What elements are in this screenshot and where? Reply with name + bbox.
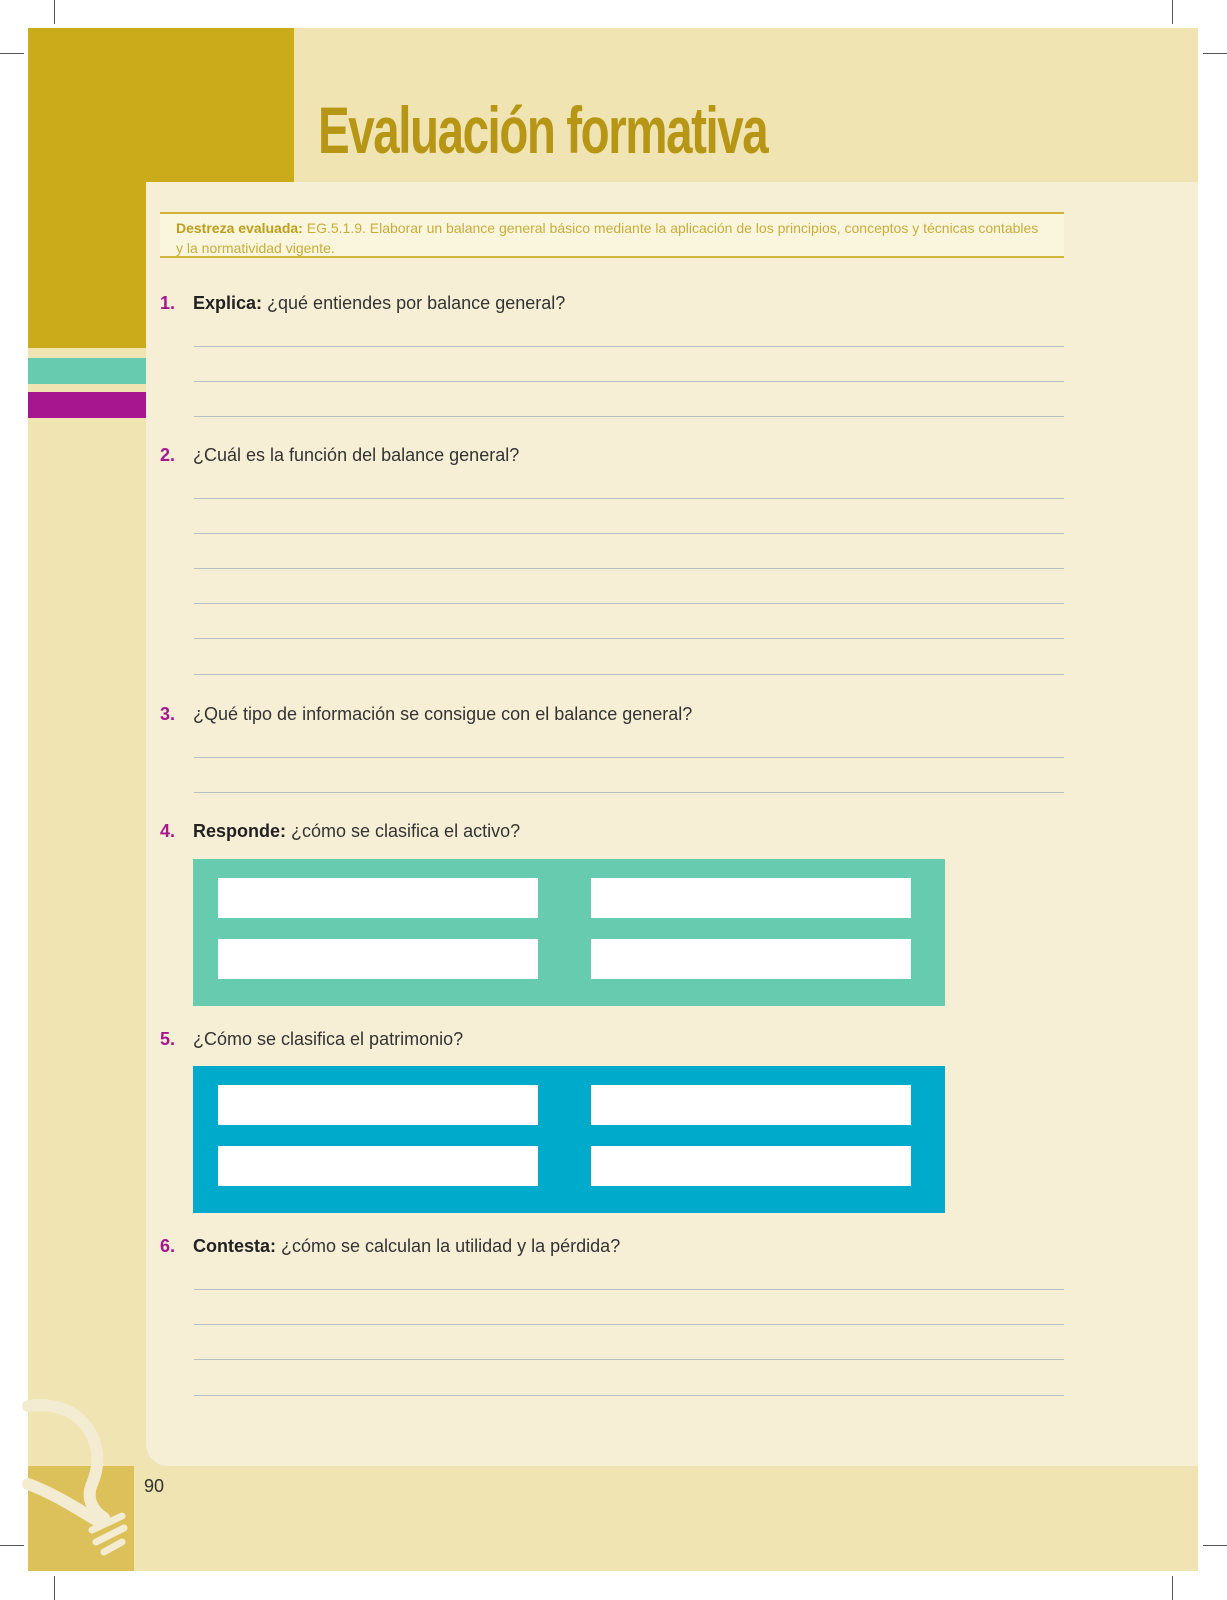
- answer-cell[interactable]: [591, 1146, 911, 1186]
- answer-line[interactable]: [194, 792, 1064, 793]
- question-6: [160, 1236, 620, 1257]
- answer-cell[interactable]: [218, 1146, 538, 1186]
- skill-text: EG.5.1.9. Elaborar un balance general básico mediante la aplicación de los principios, conceptos y técnicas contables y la normatividad vigente.: [176, 220, 1039, 256]
- question-text: ¿cómo se calculan la utilidad y la pérdida?: [276, 1236, 621, 1256]
- answer-line[interactable]: [194, 381, 1064, 382]
- crop-mark: [1203, 1545, 1227, 1546]
- question-text: ¿cómo se clasifica el activo?: [286, 821, 521, 841]
- question-keyword: Explica:: [193, 293, 263, 313]
- skill-box: [160, 212, 1064, 258]
- question-keyword: Responde:: [193, 821, 287, 841]
- crop-mark: [1172, 1576, 1173, 1600]
- skill-label: Destreza evaluada:: [176, 220, 303, 236]
- answer-cell[interactable]: [218, 878, 538, 918]
- crop-mark: [1172, 0, 1173, 24]
- answer-line[interactable]: [194, 603, 1064, 604]
- question-text: ¿Cómo se clasifica el patrimonio?: [193, 1029, 464, 1049]
- footer-strip: [134, 1466, 1198, 1571]
- question-1: [160, 293, 565, 314]
- activo-classification-box: [193, 859, 945, 1006]
- answer-line[interactable]: [194, 1359, 1064, 1360]
- question-4: [160, 821, 520, 842]
- answer-line[interactable]: [194, 1324, 1064, 1325]
- question-5: [160, 1029, 463, 1050]
- crop-mark: [1203, 53, 1227, 54]
- answer-line[interactable]: [194, 1395, 1064, 1396]
- page-number: 90: [144, 1476, 165, 1496]
- answer-line[interactable]: [194, 757, 1064, 758]
- answer-line[interactable]: [194, 638, 1064, 639]
- answer-cell[interactable]: [218, 1085, 538, 1125]
- answer-line[interactable]: [194, 533, 1064, 534]
- question-text: ¿qué entiendes por balance general?: [262, 293, 566, 313]
- page-title: Evaluación formativa: [318, 93, 768, 167]
- crop-mark: [54, 1576, 55, 1600]
- answer-cell[interactable]: [218, 939, 538, 979]
- answer-line[interactable]: [194, 416, 1064, 417]
- answer-line[interactable]: [194, 674, 1064, 675]
- question-number: 6.: [160, 1236, 176, 1256]
- crop-mark: [0, 53, 24, 54]
- question-text: ¿Qué tipo de información se consigue con el balance general?: [193, 704, 693, 724]
- answer-cell[interactable]: [591, 939, 911, 979]
- question-text: ¿Cuál es la función del balance general?: [193, 445, 520, 465]
- lightbulb-icon: [0, 1392, 150, 1562]
- accent-stripe-teal: [28, 358, 146, 384]
- question-3: [160, 704, 692, 725]
- question-number: 5.: [160, 1029, 176, 1049]
- answer-cell[interactable]: [591, 1085, 911, 1125]
- accent-stripe-magenta: [28, 392, 146, 418]
- patrimonio-classification-box: [193, 1066, 945, 1213]
- question-keyword: Contesta:: [193, 1236, 277, 1256]
- question-number: 3.: [160, 704, 176, 724]
- question-number: 1.: [160, 293, 176, 313]
- answer-line[interactable]: [194, 498, 1064, 499]
- question-number: 2.: [160, 445, 176, 465]
- question-number: 4.: [160, 821, 176, 841]
- question-2: [160, 445, 519, 466]
- answer-line[interactable]: [194, 568, 1064, 569]
- answer-line[interactable]: [194, 346, 1064, 347]
- answer-line[interactable]: [194, 1289, 1064, 1290]
- crop-mark: [54, 0, 55, 24]
- answer-cell[interactable]: [591, 878, 911, 918]
